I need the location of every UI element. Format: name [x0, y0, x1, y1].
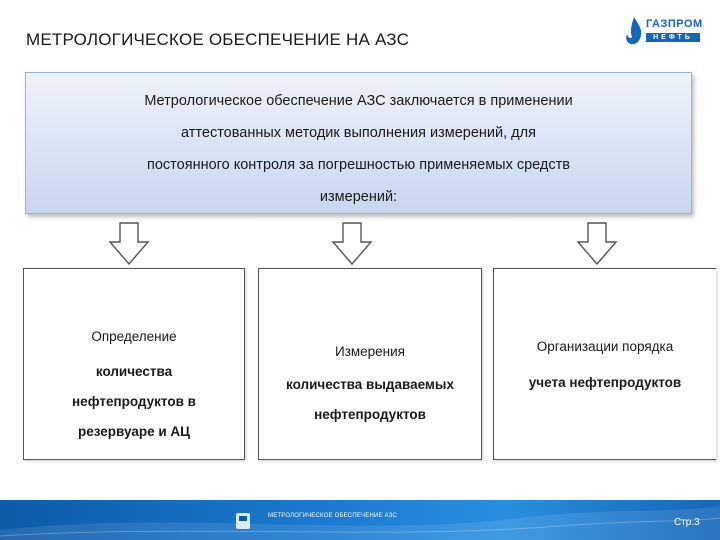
intro-line-2: аттестованных методик выполнения измерений, для — [181, 125, 536, 141]
page-number: Стр.3 — [674, 517, 700, 528]
column-1-line-4: резервуаре и АЦ — [77, 424, 190, 439]
down-arrow-icon-3 — [576, 222, 618, 266]
footer-text: МЕТРОЛОГИЧЕСКОЕ ОБЕСПЕЧЕНИЕ АЗС — [268, 513, 397, 519]
column-1-line-1: Определение — [91, 329, 177, 344]
column-2-line-1: Измерения — [334, 344, 405, 359]
logo-name: ГАЗПРОМ — [646, 18, 703, 30]
gazprom-neft-logo — [624, 16, 704, 50]
column-3-line-1: Организации порядка — [536, 339, 674, 354]
column-box-3 — [493, 268, 716, 460]
column-2-line-2: количества выдаваемых — [286, 377, 454, 392]
column-2-line-3: нефтепродуктов — [314, 407, 426, 422]
intro-line-1 — [26, 85, 691, 117]
column-3-line-2: учета нефтепродуктов — [528, 375, 682, 390]
fuel-pump-icon — [236, 513, 250, 529]
down-arrow-icon-2 — [331, 222, 373, 266]
logo-sub: НЕФТЬ — [646, 33, 700, 42]
intro-box — [25, 72, 692, 214]
footer-bar — [0, 500, 720, 540]
slide-title: МЕТРОЛОГИЧЕСКОЕ ОБЕСПЕЧЕНИЕ НА АЗС — [26, 30, 410, 49]
flame-icon — [624, 16, 644, 46]
column-box-2 — [258, 268, 482, 460]
intro-line-4: измерений: — [319, 189, 398, 205]
intro-line-3: постоянного контроля за погрешностью применяемых средств — [147, 157, 570, 173]
column-box-1 — [23, 268, 245, 460]
column-1-line-3: нефтепродуктов в — [72, 394, 196, 409]
intro-line-1-bold: Метрологическое обеспечение АЗС заключается в применении — [144, 93, 573, 109]
footer-wave-icon — [0, 500, 720, 540]
column-1-line-2: количества — [95, 364, 173, 379]
down-arrow-icon-1 — [108, 222, 150, 266]
